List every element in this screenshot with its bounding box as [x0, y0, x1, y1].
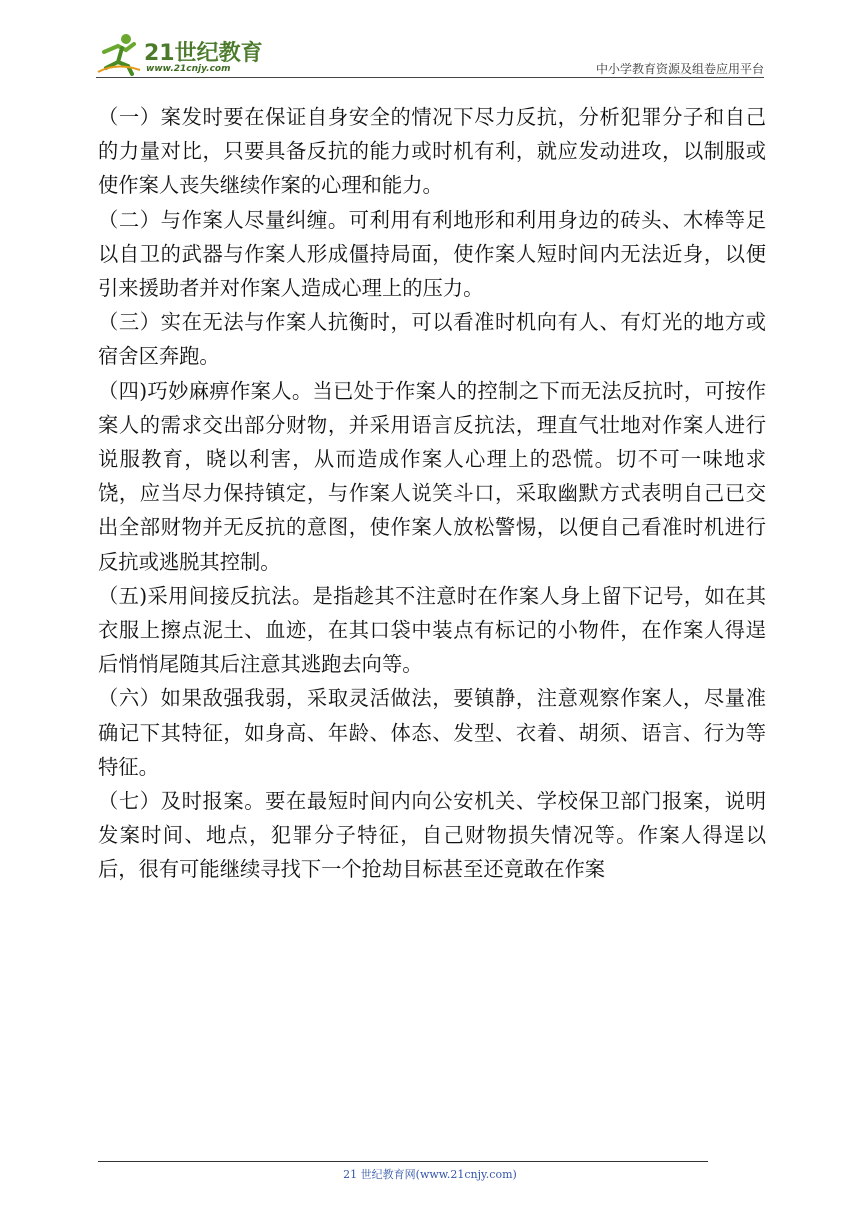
paragraph-1: （一）案发时要在保证自身安全的情况下尽力反抗，分析犯罪分子和自己的力量对比，只要具备反抗的能力或时机有利，就应发动进攻，以制服或使作案人丧失继续作案的心理和能力。 [98, 105, 766, 198]
logo-url: www.21cnjy.com [146, 64, 231, 74]
running-figure-icon [96, 32, 142, 76]
document-body [98, 100, 766, 887]
page-footer: 21 世纪教育网(www.21cnjy.com) [343, 1168, 517, 1181]
paragraph-5: （五)采用间接反抗法。是指趁其不注意时在作案人身上留下记号，如在其衣服上擦点泥土、血迹，在其口袋中装点有标记的小物件，在作案人得逞后悄悄尾随其后注意其逃跑去向等。 [98, 583, 766, 677]
header-tagline: 中小学教育资源及组卷应用平台 [595, 62, 764, 76]
footer-divider [98, 1161, 708, 1162]
paragraph-6: （六）如果敌强我弱，采取灵活做法，要镇静，注意观察作案人，尽量准确记下其特征，如身高、年龄、体态、发型、衣着、胡须、语言、行为等特征。 [98, 686, 766, 779]
logo-wordmark: 21世纪教育 [144, 41, 263, 66]
site-logo [96, 30, 276, 80]
paragraph-2: （二）与作案人尽量纠缠。可利用有利地形和利用身边的砖头、木棒等足以自卫的武器与作案人形成僵持局面，使作案人短时间内无法近身，以便引来援助者并对作案人造成心理上的压力。 [98, 207, 766, 301]
paragraph-3: （三）实在无法与作案人抗衡时，可以看准时机向有人、有灯光的地方或宿舍区奔跑。 [98, 310, 766, 369]
paragraph-4: （四)巧妙麻痹作案人。当已处于作案人的控制之下而无法反抗时，可按作案人的需求交出部分财物，并采用语言反抗法，理直气壮地对作案人进行说服教育，晓以利害，从而造成作案人心理上的恐慌。切不可一味地求饶，应当尽力保持镇定，与作案人说笑斗口，采取幽默方式表明自己已交出全部财物并无反抗的意图，使作案人放松警惕，以便自己看准时机进行反抗或逃脱其控制。 [98, 378, 766, 574]
paragraph-7: （七）及时报案。要在最短时间内向公安机关、学校保卫部门报案，说明发案时间、地点，犯罪分子特征，自己财物损失情况等。作案人得逞以后，很有可能继续寻找下一个抢劫目标甚至还竟敢在作案 [98, 789, 766, 882]
header-divider [96, 77, 764, 78]
page-header [96, 30, 764, 80]
